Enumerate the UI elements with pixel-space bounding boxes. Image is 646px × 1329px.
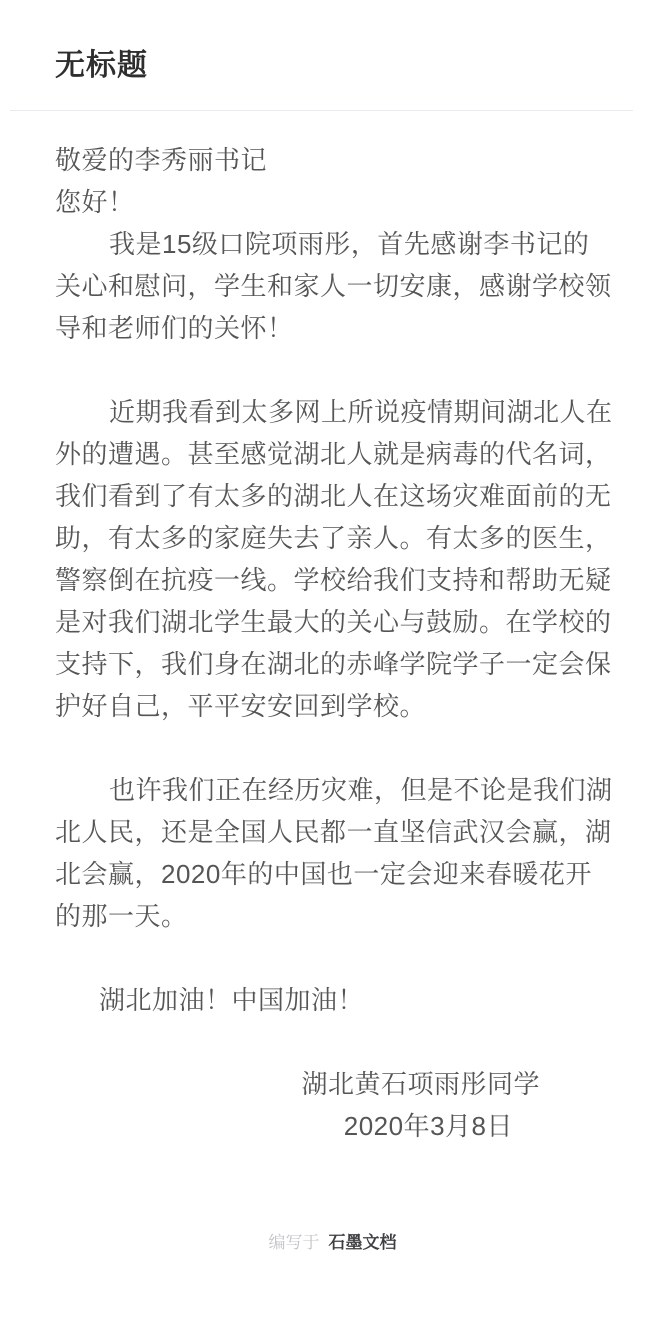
letter-line: 导和老师们的关怀！ xyxy=(55,313,294,343)
letter-paragraph-2 xyxy=(55,391,613,727)
letter-signature xyxy=(55,1063,610,1147)
letter-body xyxy=(55,139,613,1147)
footer xyxy=(55,1231,610,1255)
letter-line: 关心和慰问，学生和家人一切安康，感谢学校领 xyxy=(55,271,612,301)
letter-line: 我们看到了有太多的湖北人在这场灾难面前的无 xyxy=(55,481,612,511)
letter-line: 外的遭遇。甚至感觉湖北人就是病毒的代名词， xyxy=(55,439,612,469)
title-divider xyxy=(10,110,633,111)
letter-paragraph-greeting xyxy=(55,139,610,349)
letter-line: 敬爱的李秀丽书记 xyxy=(55,145,268,175)
signature-date: 2020年3月8日 xyxy=(343,1111,513,1141)
document-title: 无标题 xyxy=(55,49,148,82)
letter-line: 护好自己，平平安安回到学校。 xyxy=(55,691,427,721)
letter-line: 也许我们正在经历灾难，但是不论是我们湖 xyxy=(109,775,613,805)
letter-line: 我是15级口院项雨彤，首先感谢李书记的 xyxy=(109,229,590,259)
slogan-line: 湖北加油！中国加油！ xyxy=(99,985,365,1015)
letter-line: 北会赢，2020年的中国也一定会迎来春暖花开 xyxy=(55,859,592,889)
letter-slogan xyxy=(55,979,610,1021)
footer-prefix-label: 编写于 xyxy=(268,1233,320,1252)
letter-paragraph-3 xyxy=(55,769,613,937)
letter-line: 近期我看到太多网上所说疫情期间湖北人在 xyxy=(109,397,613,427)
letter-line: 支持下，我们身在湖北的赤峰学院学子一定会保 xyxy=(55,649,612,679)
letter-line: 您好！ xyxy=(55,187,135,217)
letter-line: 的那一天。 xyxy=(55,901,188,931)
letter-line: 助，有太多的家庭失去了亲人。有太多的医生， xyxy=(55,523,612,553)
signature-name: 湖北黄石项雨彤同学 xyxy=(301,1069,540,1099)
footer-brand-link[interactable]: 石墨文档 xyxy=(328,1233,397,1252)
letter-line: 北人民，还是全国人民都一直坚信武汉会赢，湖 xyxy=(55,817,612,847)
letter-line: 警察倒在抗疫一线。学校给我们支持和帮助无疑 xyxy=(55,565,612,595)
letter-line: 是对我们湖北学生最大的关心与鼓励。在学校的 xyxy=(55,607,612,637)
